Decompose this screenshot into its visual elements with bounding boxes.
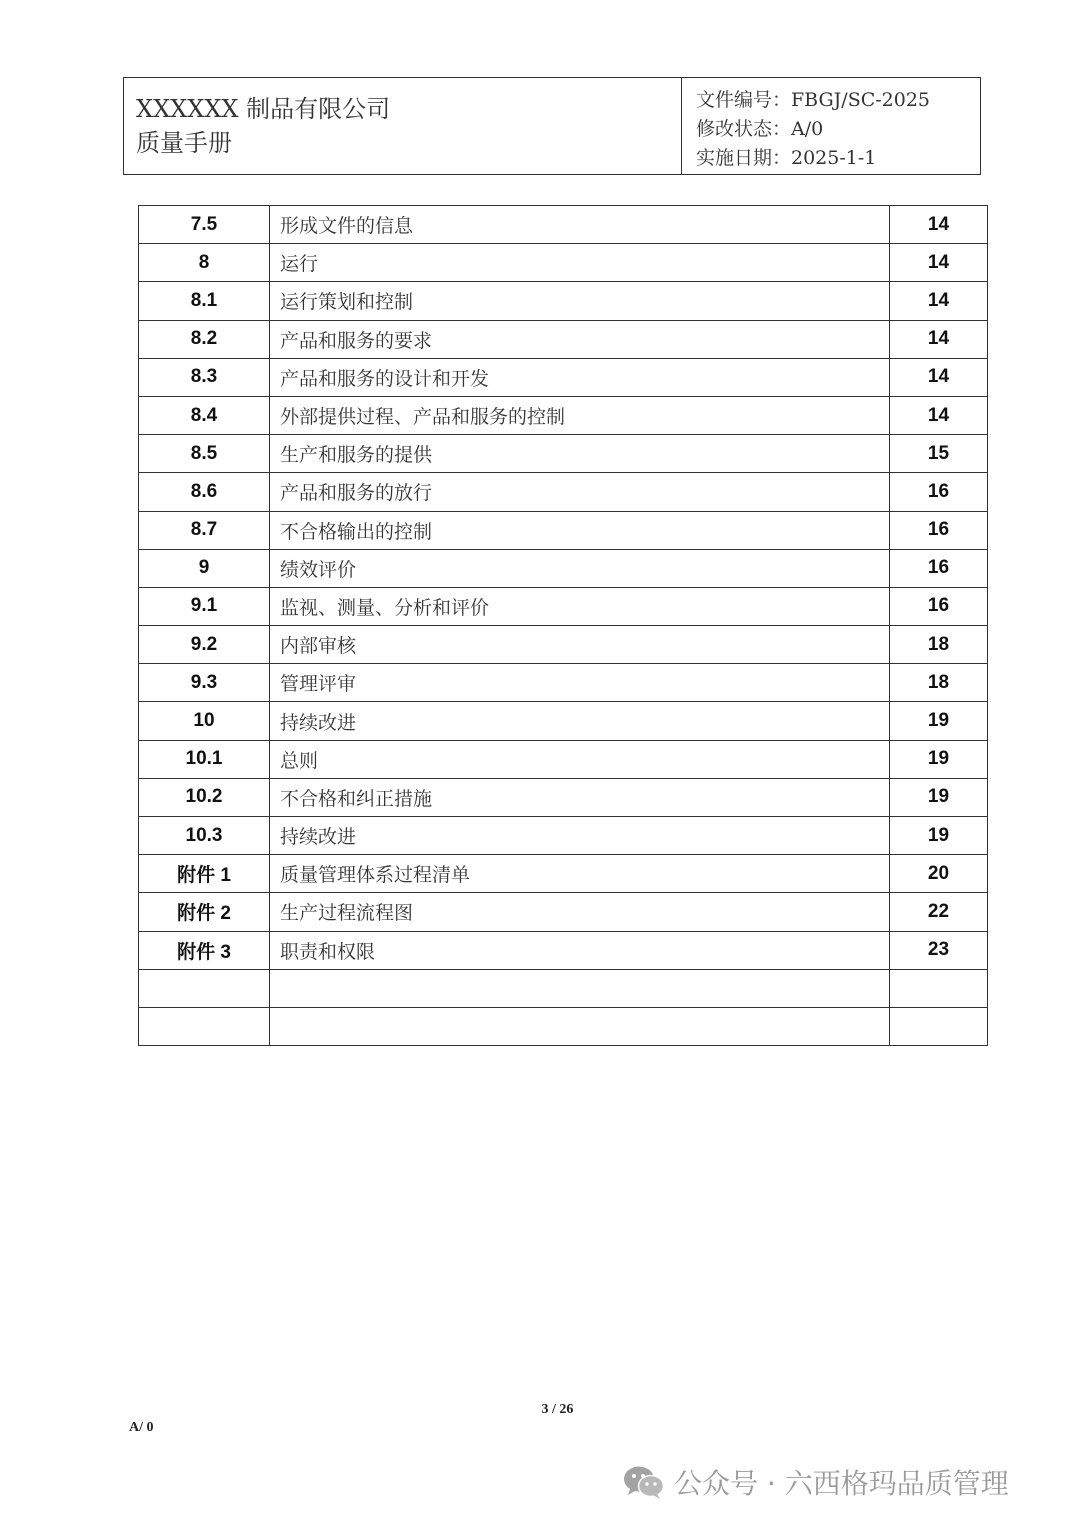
toc-title: 不合格和纠正措施 — [270, 778, 890, 816]
toc-page: 14 — [890, 282, 988, 320]
toc-row — [139, 511, 988, 549]
toc-row — [139, 893, 988, 931]
effective-date: 实施日期：2025-1-1 — [696, 147, 877, 169]
toc-number: 8 — [139, 244, 270, 282]
toc-page: 23 — [890, 931, 988, 969]
company-name: XXXXXX 制品有限公司 — [136, 95, 391, 123]
toc-title: 形成文件的信息 — [270, 206, 890, 244]
toc-title: 绩效评价 — [270, 549, 890, 587]
toc-page: 18 — [890, 626, 988, 664]
toc-title: 产品和服务的要求 — [270, 320, 890, 358]
toc-row — [139, 549, 988, 587]
toc-number: 9 — [139, 549, 270, 587]
toc-title: 产品和服务的放行 — [270, 473, 890, 511]
toc-page: 18 — [890, 664, 988, 702]
toc-title: 总则 — [270, 740, 890, 778]
watermark-text: 公众号 · 六西格玛品质管理 — [674, 1467, 1009, 1500]
toc-row — [139, 473, 988, 511]
toc-number: 附件 1 — [139, 855, 270, 893]
wechat-icon — [622, 1464, 666, 1500]
page-indicator: 3 / 26 — [541, 1402, 574, 1417]
toc-number: 10 — [139, 702, 270, 740]
toc-title: 质量管理体系过程清单 — [270, 855, 890, 893]
toc-page: 16 — [890, 587, 988, 625]
footer-revision: A/ 0 — [129, 1420, 154, 1435]
toc-row — [139, 778, 988, 816]
toc-row — [139, 817, 988, 855]
toc-row — [139, 282, 988, 320]
watermark — [622, 1462, 1009, 1502]
toc-row — [139, 587, 988, 625]
toc-number: 8.4 — [139, 396, 270, 434]
toc-title: 外部提供过程、产品和服务的控制 — [270, 396, 890, 434]
toc-page: 22 — [890, 893, 988, 931]
toc-page: 14 — [890, 320, 988, 358]
toc-title: 内部审核 — [270, 626, 890, 664]
document-title: 质量手册 — [136, 129, 232, 157]
toc-row — [139, 358, 988, 396]
toc-number: 10.1 — [139, 740, 270, 778]
toc-title: 职责和权限 — [270, 931, 890, 969]
toc-page: 16 — [890, 473, 988, 511]
toc-row — [139, 855, 988, 893]
toc-row — [139, 396, 988, 434]
toc-number: 附件 2 — [139, 893, 270, 931]
toc-number: 8.6 — [139, 473, 270, 511]
toc-page: 15 — [890, 435, 988, 473]
toc-row — [139, 1007, 988, 1045]
toc-page: 16 — [890, 549, 988, 587]
toc-number: 10.2 — [139, 778, 270, 816]
toc-page: 19 — [890, 702, 988, 740]
toc-number: 9.1 — [139, 587, 270, 625]
toc-page: 14 — [890, 206, 988, 244]
toc-number: 8.3 — [139, 358, 270, 396]
toc-page — [890, 1007, 988, 1045]
toc-number: 8.5 — [139, 435, 270, 473]
toc-number — [139, 969, 270, 1007]
toc-title: 管理评审 — [270, 664, 890, 702]
toc-row — [139, 244, 988, 282]
toc-page: 14 — [890, 244, 988, 282]
toc-title: 运行 — [270, 244, 890, 282]
toc-number: 8.1 — [139, 282, 270, 320]
toc-title: 产品和服务的设计和开发 — [270, 358, 890, 396]
toc-page: 20 — [890, 855, 988, 893]
toc-title: 运行策划和控制 — [270, 282, 890, 320]
toc-row — [139, 206, 988, 244]
toc-row — [139, 702, 988, 740]
toc-number: 9.3 — [139, 664, 270, 702]
toc-title: 不合格输出的控制 — [270, 511, 890, 549]
toc-page: 16 — [890, 511, 988, 549]
toc-row — [139, 320, 988, 358]
toc-title: 持续改进 — [270, 702, 890, 740]
toc-number: 附件 3 — [139, 931, 270, 969]
toc-number: 7.5 — [139, 206, 270, 244]
toc-title: 生产和服务的提供 — [270, 435, 890, 473]
document-header — [123, 77, 981, 175]
toc-number: 9.2 — [139, 626, 270, 664]
toc-page: 19 — [890, 778, 988, 816]
toc-number: 8.2 — [139, 320, 270, 358]
revision-status: 修改状态：A/0 — [696, 118, 824, 140]
document-number: 文件编号：FBGJ/SC-2025 — [696, 89, 931, 111]
toc-row — [139, 626, 988, 664]
toc-title: 持续改进 — [270, 817, 890, 855]
toc-page: 14 — [890, 358, 988, 396]
toc-row — [139, 931, 988, 969]
toc-number: 8.7 — [139, 511, 270, 549]
table-of-contents — [138, 205, 988, 1046]
toc-title: 监视、测量、分析和评价 — [270, 587, 890, 625]
toc-page — [890, 969, 988, 1007]
header-title-cell — [124, 78, 682, 174]
toc-title: 生产过程流程图 — [270, 893, 890, 931]
toc-title — [270, 969, 890, 1007]
toc-title — [270, 1007, 890, 1045]
toc-number: 10.3 — [139, 817, 270, 855]
toc-row — [139, 435, 988, 473]
toc-row — [139, 740, 988, 778]
toc-page: 19 — [890, 817, 988, 855]
toc-page: 19 — [890, 740, 988, 778]
toc-number — [139, 1007, 270, 1045]
toc-row — [139, 969, 988, 1007]
header-meta-cell — [682, 78, 930, 174]
toc-row — [139, 664, 988, 702]
toc-page: 14 — [890, 396, 988, 434]
